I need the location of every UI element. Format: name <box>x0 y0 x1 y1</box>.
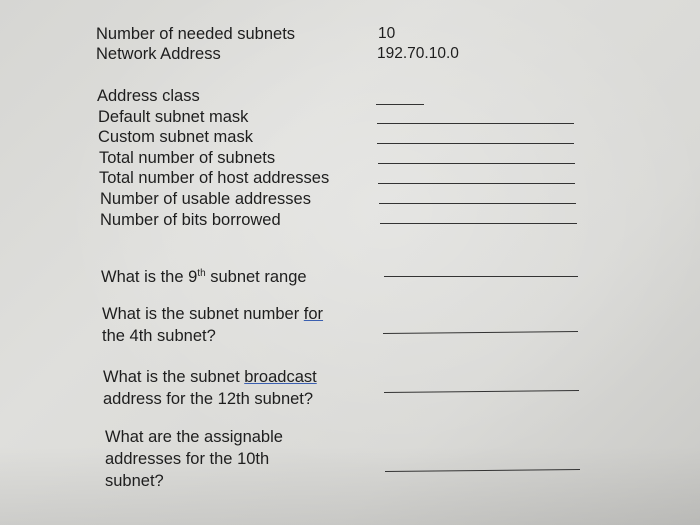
q3-line2: address for the 12th subnet? <box>103 390 314 408</box>
q4-line3: subnet? <box>105 472 164 490</box>
q3-underlined-word: broadcast <box>244 368 317 386</box>
answer-blank-total-hosts[interactable] <box>378 183 575 184</box>
q2-line1-text: What is the subnet number <box>102 305 304 323</box>
bits-borrowed-label: Number of bits borrowed <box>100 211 281 229</box>
question-10th-assignable <box>105 426 283 492</box>
answer-blank-q3[interactable] <box>384 390 579 393</box>
usable-addresses-label: Number of usable addresses <box>100 190 311 208</box>
answer-blank-q2[interactable] <box>383 331 578 334</box>
network-address-label: Network Address <box>96 45 221 63</box>
answer-blank-custom-mask[interactable] <box>377 143 574 144</box>
answer-blank-bits-borrowed[interactable] <box>380 223 577 224</box>
total-host-addresses-label: Total number of host addresses <box>99 169 330 187</box>
question-9th-subnet-range <box>101 266 307 288</box>
total-subnets-label: Total number of subnets <box>99 149 276 167</box>
q1-text-pre: What is the 9 <box>101 268 198 286</box>
network-address-value: 192.70.10.0 <box>377 45 459 62</box>
q4-line1: What are the assignable <box>105 428 283 446</box>
answer-blank-default-mask[interactable] <box>377 123 574 124</box>
default-subnet-mask-label: Default subnet mask <box>98 108 249 126</box>
question-4th-subnet-number <box>102 303 323 347</box>
custom-subnet-mask-label: Custom subnet mask <box>98 128 253 146</box>
q3-line1-text: What is the subnet <box>103 368 245 386</box>
q2-line2: the 4th subnet? <box>102 327 216 345</box>
answer-blank-address-class[interactable] <box>376 104 424 105</box>
q1-text-post: subnet range <box>205 268 307 286</box>
q1-superscript: th <box>197 268 206 279</box>
q4-line2: addresses for the 10th <box>105 450 270 468</box>
q2-underlined-word: for <box>303 305 324 323</box>
needed-subnets-value: 10 <box>378 25 396 42</box>
answer-blank-total-subnets[interactable] <box>378 163 575 164</box>
question-12th-broadcast <box>103 366 317 410</box>
answer-blank-q1[interactable] <box>384 276 578 277</box>
answer-blank-usable-addresses[interactable] <box>379 203 576 204</box>
address-class-label: Address class <box>97 87 200 105</box>
answer-blank-q4[interactable] <box>385 469 580 472</box>
needed-subnets-label: Number of needed subnets <box>96 25 296 43</box>
